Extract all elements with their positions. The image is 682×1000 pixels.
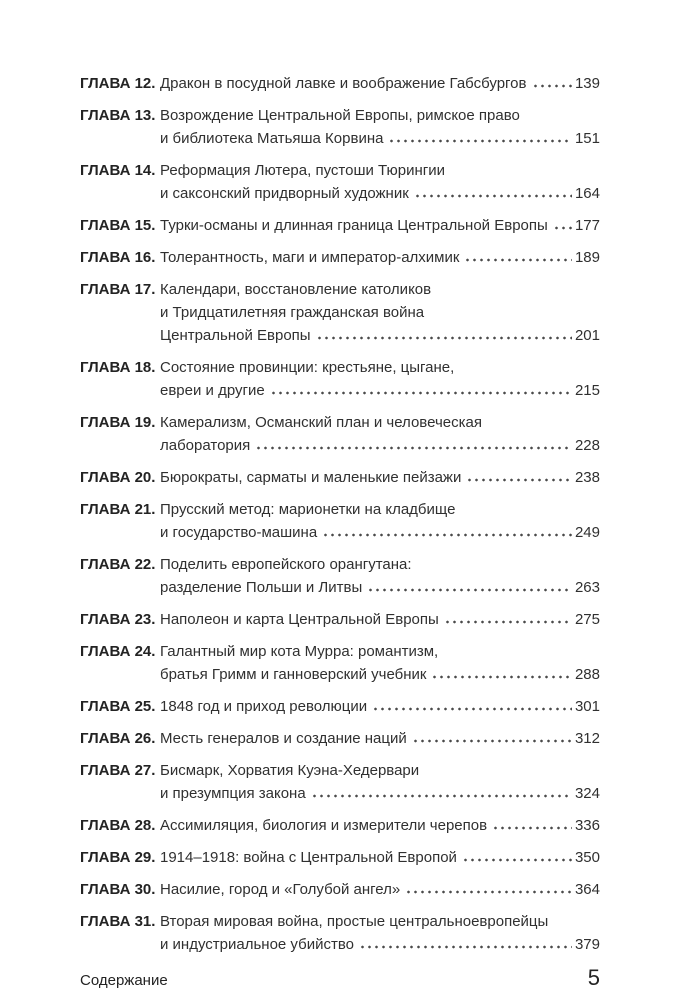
chapter-page-number: 164 — [574, 185, 600, 202]
toc-entry — [80, 910, 600, 956]
chapter-page-number: 336 — [574, 817, 600, 834]
dotted-leader — [359, 945, 572, 949]
chapter-title-text: 1914–1918: война с Центральной Европой — [160, 849, 457, 866]
toc-entry-line — [80, 278, 600, 301]
chapter-title-text: Насилие, город и «Голубой ангел» — [160, 881, 401, 898]
toc-entry — [80, 608, 600, 631]
chapter-page-number: 275 — [574, 611, 600, 628]
toc-entry-continuation-line — [160, 782, 600, 805]
chapter-title-text: лаборатория — [160, 437, 251, 454]
chapter-title-text: и государство-машина — [160, 524, 318, 541]
footer-section-title: Содержание — [80, 972, 168, 989]
toc-entry-line — [80, 910, 600, 933]
dotted-leader — [431, 675, 572, 679]
toc-entry-continuation-line — [160, 324, 600, 347]
chapter-page-number: 364 — [574, 881, 600, 898]
chapter-title-text: Центральной Европы — [160, 327, 311, 344]
chapter-label: ГЛАВА 20. — [80, 469, 156, 486]
dotted-leader — [255, 446, 572, 450]
chapter-page-number: 151 — [574, 130, 600, 147]
toc-entry-line — [80, 814, 600, 837]
toc-entry-line — [80, 553, 600, 576]
dotted-leader — [311, 794, 572, 798]
chapter-page-number: 249 — [574, 524, 600, 541]
toc-entry — [80, 759, 600, 805]
chapter-label: ГЛАВА 12. — [80, 75, 156, 92]
toc-entry-line — [80, 104, 600, 127]
chapter-label: ГЛАВА 23. — [80, 611, 156, 628]
toc-entry-continuation-line — [160, 663, 600, 686]
chapter-page-number: 324 — [574, 785, 600, 802]
toc-entry — [80, 104, 600, 150]
chapter-label: ГЛАВА 26. — [80, 730, 156, 747]
toc-entry — [80, 466, 600, 489]
chapter-title-text: Турки-османы и длинная граница Центральной Европы — [160, 217, 548, 234]
chapter-title-text: Ассимиляция, биология и измерители черепов — [160, 817, 488, 834]
toc-entry — [80, 356, 600, 402]
chapter-label: ГЛАВА 30. — [80, 881, 156, 898]
toc-entry — [80, 411, 600, 457]
chapter-title-text: Состояние провинции: крестьяне, цыгане, — [160, 359, 455, 376]
chapter-label: ГЛАВА 15. — [80, 217, 156, 234]
toc-entry-line — [80, 466, 600, 489]
toc-entry — [80, 498, 600, 544]
toc-entry-line — [80, 246, 600, 269]
toc-entry — [80, 640, 600, 686]
chapter-title-text: Толерантность, маги и император-алхимик — [160, 249, 460, 266]
dotted-leader — [466, 478, 572, 482]
chapter-title-text: Дракон в посудной лавке и воображение Габсбургов — [160, 75, 527, 92]
toc-entry-continuation-line — [160, 379, 600, 402]
chapter-label: ГЛАВА 13. — [80, 107, 156, 124]
chapter-title-text: разделение Польши и Литвы — [160, 579, 363, 596]
chapter-title-text: Прусский метод: марионетки на кладбище — [160, 501, 456, 518]
toc-entry — [80, 214, 600, 237]
chapter-page-number: 189 — [574, 249, 600, 266]
toc-entry — [80, 72, 600, 95]
chapter-label: ГЛАВА 25. — [80, 698, 156, 715]
dotted-leader — [322, 533, 572, 537]
chapter-page-number: 288 — [574, 666, 600, 683]
toc-entry-line — [80, 695, 600, 718]
chapter-label: ГЛАВА 14. — [80, 162, 156, 179]
dotted-leader — [444, 620, 572, 624]
toc-entry — [80, 878, 600, 901]
chapter-title-text: и Тридцатилетняя гражданская война — [160, 304, 425, 321]
toc-entry-line — [80, 159, 600, 182]
chapter-title-text: Вторая мировая война, простые центральноевропейцы — [160, 913, 549, 930]
chapter-title-text: 1848 год и приход революции — [160, 698, 368, 715]
dotted-leader — [462, 858, 572, 862]
toc-entry-continuation-line — [160, 521, 600, 544]
page-footer — [80, 965, 600, 991]
toc-entry — [80, 695, 600, 718]
chapter-label: ГЛАВА 24. — [80, 643, 156, 660]
dotted-leader — [405, 890, 572, 894]
table-of-contents — [80, 72, 600, 965]
chapter-page-number: 312 — [574, 730, 600, 747]
dotted-leader — [372, 707, 572, 711]
toc-entry-line — [80, 214, 600, 237]
chapter-title-text: и индустриальное убийство — [160, 936, 354, 953]
dotted-leader — [414, 194, 572, 198]
chapter-title-text: Бюрократы, сарматы и маленькие пейзажи — [160, 469, 462, 486]
chapter-label: ГЛАВА 19. — [80, 414, 156, 431]
chapter-label: ГЛАВА 28. — [80, 817, 156, 834]
chapter-title-text: Возрождение Центральной Европы, римское право — [160, 107, 520, 124]
toc-entry-continuation-line — [160, 576, 600, 599]
chapter-title-text: братья Гримм и ганноверский учебник — [160, 666, 427, 683]
chapter-label: ГЛАВА 16. — [80, 249, 156, 266]
dotted-leader — [316, 336, 572, 340]
dotted-leader — [553, 226, 572, 230]
chapter-label: ГЛАВА 29. — [80, 849, 156, 866]
toc-entry-line — [80, 759, 600, 782]
chapter-title-text: евреи и другие — [160, 382, 265, 399]
chapter-page-number: 350 — [574, 849, 600, 866]
dotted-leader — [367, 588, 572, 592]
chapter-label: ГЛАВА 18. — [80, 359, 156, 376]
chapter-title-text: Камерализм, Османский план и человеческая — [160, 414, 482, 431]
toc-entry-continuation-line — [160, 434, 600, 457]
toc-entry — [80, 246, 600, 269]
toc-entry-line — [80, 498, 600, 521]
chapter-label: ГЛАВА 31. — [80, 913, 156, 930]
dotted-leader — [532, 84, 572, 88]
dotted-leader — [464, 258, 572, 262]
chapter-title-text: Наполеон и карта Центральной Европы — [160, 611, 439, 628]
chapter-page-number: 177 — [574, 217, 600, 234]
toc-entry-continuation-line — [160, 182, 600, 205]
toc-entry — [80, 727, 600, 750]
toc-entry — [80, 846, 600, 869]
dotted-leader — [388, 139, 572, 143]
chapter-page-number: 201 — [574, 327, 600, 344]
toc-entry-line — [80, 846, 600, 869]
toc-entry-line — [80, 878, 600, 901]
toc-entry-line — [80, 727, 600, 750]
toc-entry — [80, 814, 600, 837]
chapter-title-text: и библиотека Матьяша Корвина — [160, 130, 384, 147]
dotted-leader — [492, 826, 572, 830]
toc-entry-line — [80, 356, 600, 379]
chapter-label: ГЛАВА 17. — [80, 281, 156, 298]
chapter-title-text: Бисмарк, Хорватия Куэна-Хедервари — [160, 762, 420, 779]
toc-entry-continuation-line — [160, 933, 600, 956]
chapter-label: ГЛАВА 22. — [80, 556, 156, 573]
chapter-title-text: Поделить европейского орангутана: — [160, 556, 412, 573]
chapter-title-text: Месть генералов и создание наций — [160, 730, 407, 747]
chapter-page-number: 238 — [574, 469, 600, 486]
toc-entry-line — [80, 72, 600, 95]
chapter-page-number: 139 — [574, 75, 600, 92]
toc-entry — [80, 159, 600, 205]
toc-entry-continuation-line — [160, 127, 600, 150]
chapter-title-text: Календари, восстановление католиков — [160, 281, 432, 298]
chapter-label: ГЛАВА 27. — [80, 762, 156, 779]
chapter-title-text: Реформация Лютера, пустоши Тюрингии — [160, 162, 446, 179]
chapter-page-number: 301 — [574, 698, 600, 715]
chapter-title-text: Галантный мир кота Мурра: романтизм, — [160, 643, 439, 660]
toc-entry — [80, 278, 600, 347]
toc-entry-line — [80, 608, 600, 631]
dotted-leader — [412, 739, 572, 743]
toc-entry-line — [80, 411, 600, 434]
chapter-page-number: 379 — [574, 936, 600, 953]
chapter-label: ГЛАВА 21. — [80, 501, 156, 518]
chapter-title-text: и саксонский придворный художник — [160, 185, 409, 202]
chapter-page-number: 215 — [574, 382, 600, 399]
chapter-page-number: 228 — [574, 437, 600, 454]
chapter-title-text: и презумпция закона — [160, 785, 306, 802]
chapter-page-number: 263 — [574, 579, 600, 596]
footer-page-number: 5 — [587, 965, 600, 990]
toc-entry-continuation-line — [160, 301, 600, 324]
toc-entry-line — [80, 640, 600, 663]
dotted-leader — [270, 391, 572, 395]
toc-entry — [80, 553, 600, 599]
